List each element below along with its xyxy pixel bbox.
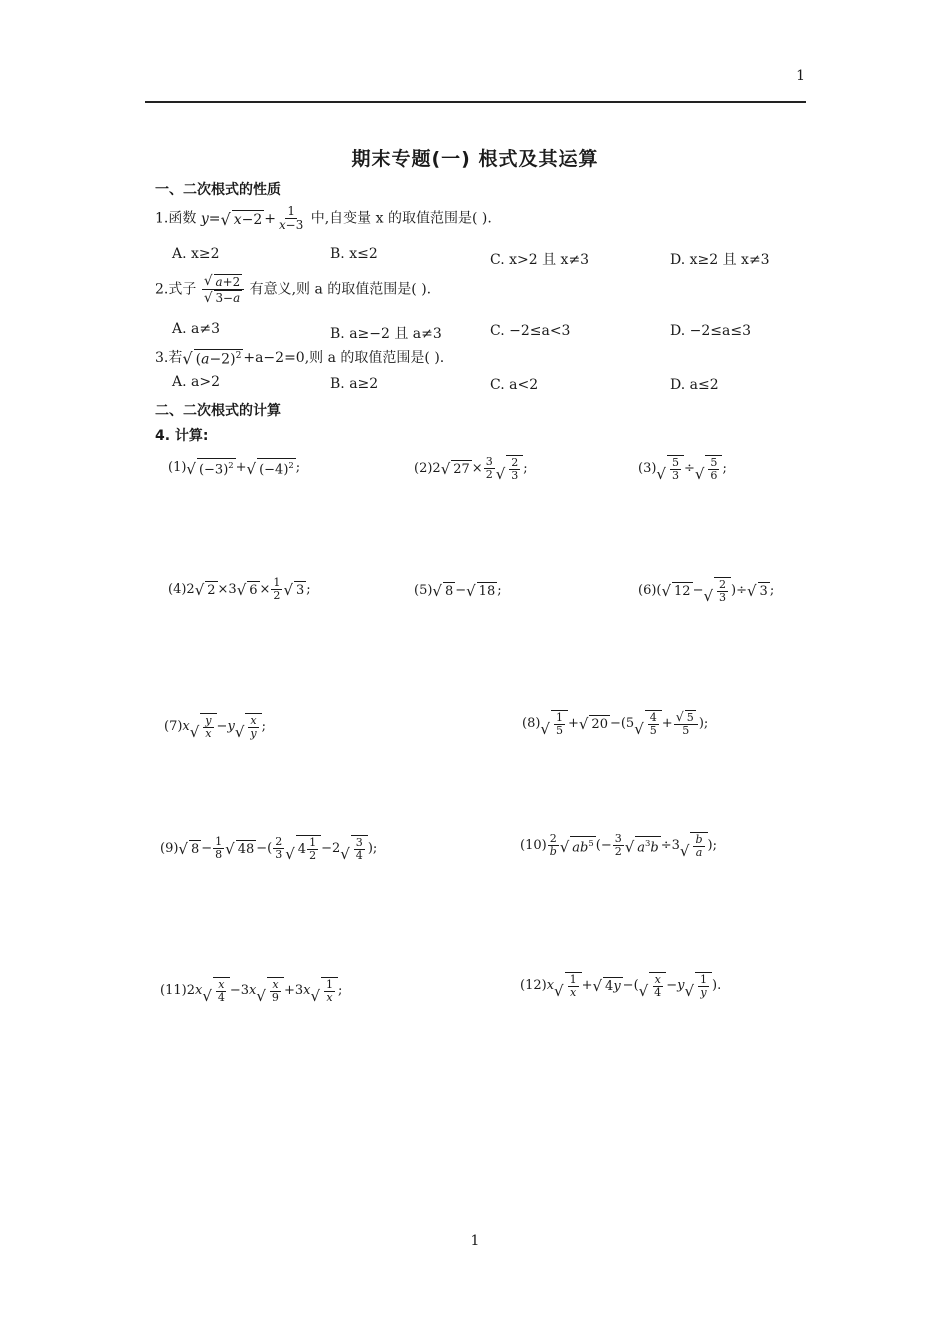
question-1-prefix: 1.函数 bbox=[155, 210, 197, 227]
calc-item-10: (10) $\frac{2}{b}$ √ $ab^5$ (− $\frac{3}{2}$ √ $a^3b$ ÷3 √ $\frac{b}{a}$ ); bbox=[520, 832, 717, 861]
q1-option-c[interactable]: C. x>2 且 x≠3 bbox=[490, 252, 590, 268]
footer-page-number: 1 bbox=[470, 1233, 480, 1249]
question-2-suffix: 有意义,则 a 的取值范围是( ). bbox=[249, 281, 432, 298]
q3-option-b[interactable]: B. a≥2 bbox=[330, 376, 379, 392]
header-page-number: 1 bbox=[796, 68, 805, 84]
calc-item-2: (2)2 √ 27 × $\frac{3}{2}$ √ $\frac{2}{3}$ ; bbox=[414, 455, 528, 484]
q2-option-a[interactable]: A. a≠3 bbox=[172, 321, 220, 337]
question-3-formula: √ $(a-2)^2$ bbox=[182, 349, 242, 369]
q2-option-c[interactable]: C. −2≤a<3 bbox=[490, 323, 571, 339]
question-4-label: 4. 计算: bbox=[155, 428, 209, 444]
calc-label-7: (7) bbox=[164, 719, 183, 735]
q3-option-d[interactable]: D. a≤2 bbox=[670, 377, 719, 393]
calc-item-8: (8) √ $\frac{1}{5}$ + √ 20 −(5 √ $\frac{4}{5}$ + √ 5 5 ); bbox=[522, 709, 709, 739]
calc-label-11: (11) bbox=[160, 983, 187, 999]
question-2 bbox=[155, 274, 431, 305]
calc-item-6: (6)( √ 12 − √ $\frac{2}{3}$ )÷ √ 3 ; bbox=[638, 578, 775, 606]
q1-option-d[interactable]: D. x≥2 且 x≠3 bbox=[670, 252, 770, 268]
header-rule bbox=[145, 101, 806, 103]
calc-item-1: (1) √ $(-3)^2$ + √ $(-4)^2$ ; bbox=[168, 460, 301, 479]
calc-item-5: (5) √ 8 − √ 18 ; bbox=[414, 582, 502, 601]
calc-item-4: (4)2 √ 2 ×3 √ 6 × $\frac{1}{2}$ √ 3 ; bbox=[168, 576, 311, 603]
calc-label-3: (3) bbox=[638, 461, 657, 477]
calc-item-7: (7)x √ $\frac{y}{x}$ −y √ $\frac{x}{y}$ ; bbox=[164, 714, 266, 742]
question-2-prefix: 2.式子 bbox=[155, 281, 197, 298]
q3-option-a[interactable]: A. a>2 bbox=[172, 374, 220, 390]
q2-option-b[interactable]: B. a≥−2 且 a≠3 bbox=[330, 326, 442, 342]
calc-label-9: (9) bbox=[160, 841, 179, 857]
calc-label-12: (12) bbox=[520, 978, 547, 994]
question-1 bbox=[155, 205, 492, 232]
q1-option-b[interactable]: B. x≤2 bbox=[330, 246, 378, 262]
calc-label-2: (2) bbox=[414, 461, 433, 477]
question-1-suffix: 中,自变量 x 的取值范围是( ). bbox=[310, 210, 492, 227]
calc-label-6: (6) bbox=[638, 583, 657, 599]
question-3 bbox=[155, 347, 444, 367]
q2-option-d[interactable]: D. −2≤a≤3 bbox=[670, 323, 751, 339]
calc-label-5: (5) bbox=[414, 583, 433, 598]
calc-item-12: (12)x √ $\frac{1}{x}$ + √ 4y −( √ $\frac{x}{4}$ −y √ $\frac{1}{y}$ ). bbox=[520, 973, 722, 1001]
calc-label-10: (10) bbox=[520, 838, 547, 854]
calc-item-3: (3) √ $\frac{5}{3}$ ÷ √ $\frac{5}{6}$ ; bbox=[638, 456, 727, 484]
page-title: 期末专题(一) 根式及其运算 bbox=[351, 148, 599, 170]
calc-label-4: (4) bbox=[168, 582, 187, 598]
question-3-prefix: 3.若 bbox=[155, 350, 183, 366]
calc-item-11: (11)2x √ $\frac{x}{4}$ −3x √ $\frac{x}{9}$ +3x √ $\frac{1}{x}$ ; bbox=[160, 978, 343, 1006]
calc-label-1: (1) bbox=[168, 460, 187, 476]
section-heading-properties: 一、二次根式的性质 bbox=[155, 182, 281, 198]
q1-option-a[interactable]: A. x≥2 bbox=[172, 246, 220, 262]
question-3-suffix: +a−2=0,则 a 的取值范围是( ). bbox=[243, 350, 445, 366]
calc-item-9: (9) √ 8 − $\frac{1}{8}$ √ 48 −( $\frac{2}{3}$ √ 4 $\frac{1}{2}$ −2 √ $\frac{3}{4}$ ); bbox=[160, 835, 378, 864]
question-2-formula: √ a+2 √ 3−a bbox=[201, 282, 245, 298]
q3-option-c[interactable]: C. a<2 bbox=[490, 377, 539, 393]
section-heading-calculation: 二、二次根式的计算 bbox=[155, 403, 281, 419]
question-1-formula: y= √ x−2 + $\frac{1}{x-3}$ bbox=[200, 204, 304, 233]
calc-label-8: (8) bbox=[522, 716, 541, 732]
